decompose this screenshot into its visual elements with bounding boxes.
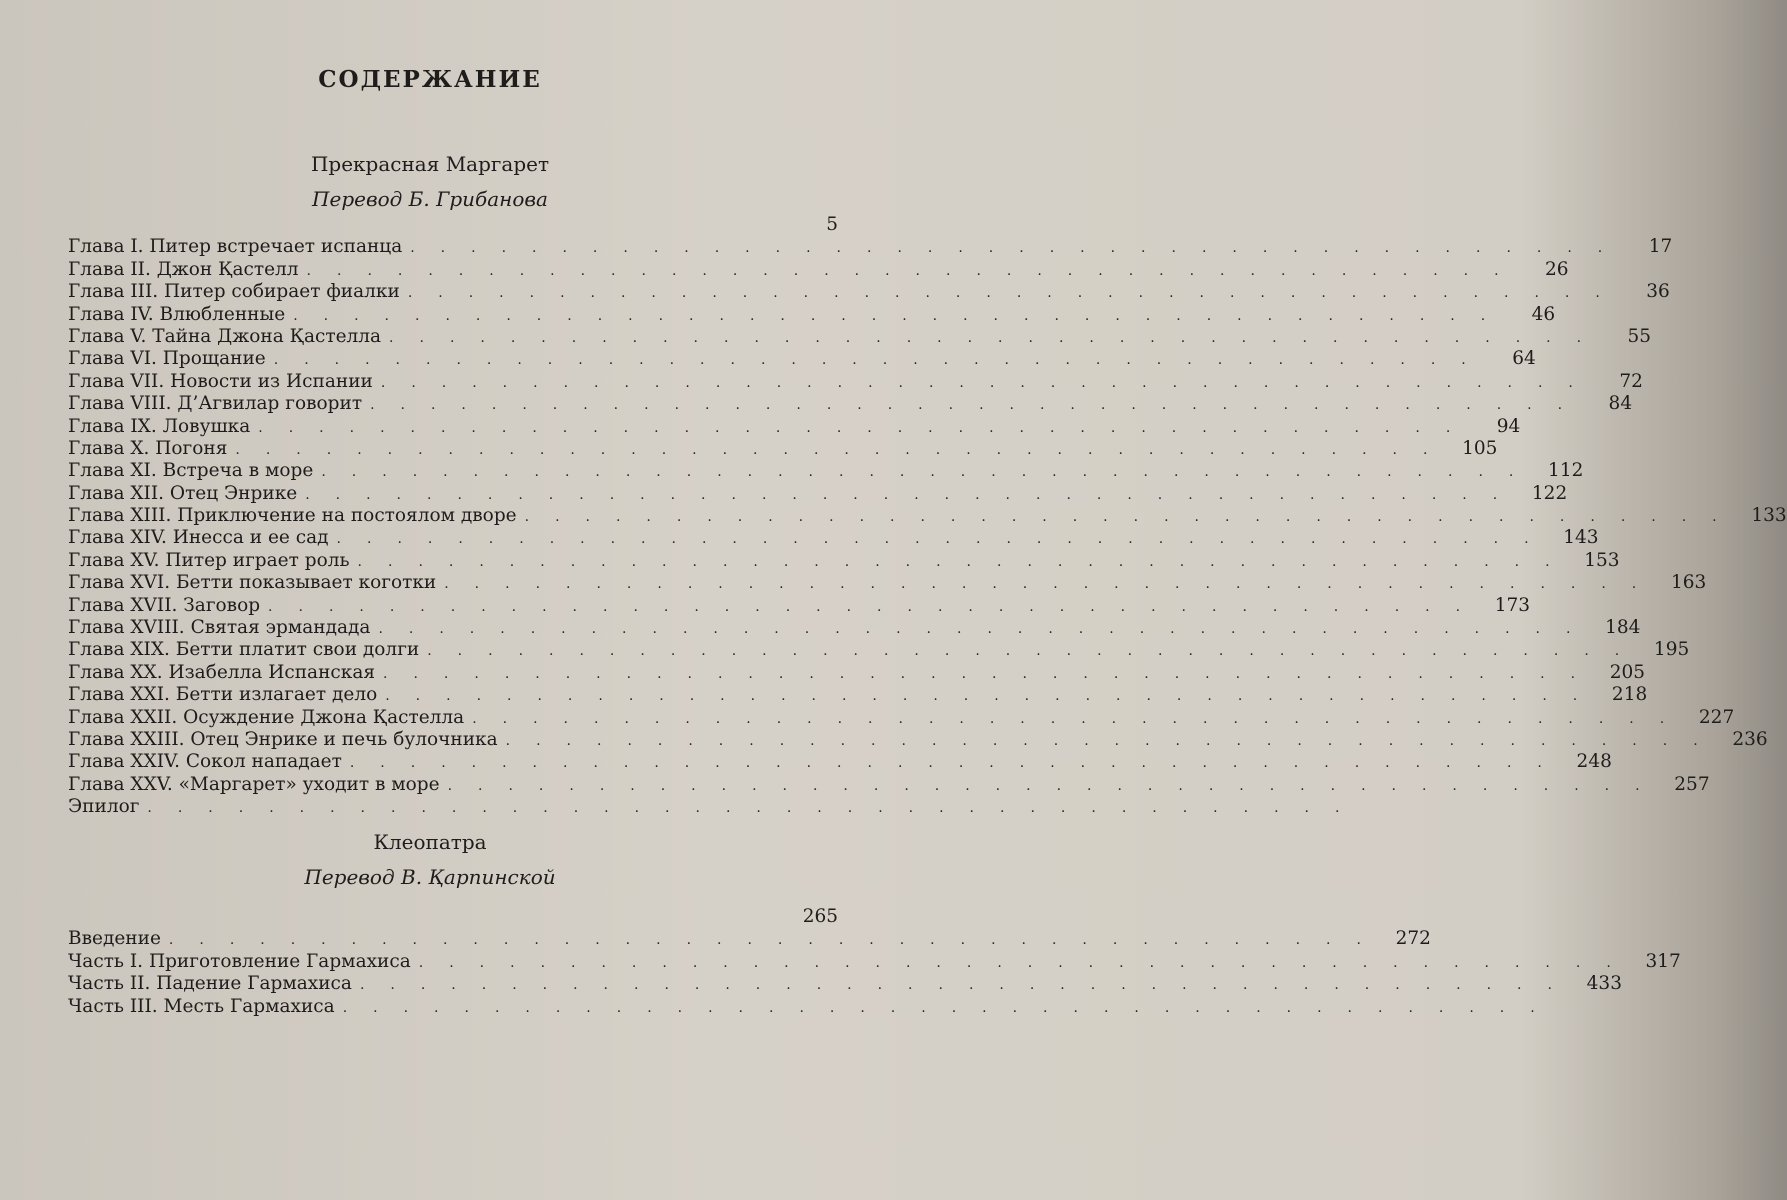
toc-row <box>68 973 1622 995</box>
dot-leader: ........................................ <box>410 240 1629 257</box>
toc-row <box>68 617 1641 639</box>
toc-entry-page-number: 143 <box>1563 527 1599 549</box>
toc-entry-label: Глава XXII. Осуждение Джона Қастелла <box>68 706 465 728</box>
dot-leader: ........................................ <box>168 932 1387 949</box>
toc-entry-label: Глава XX. Изабелла Испанская <box>68 661 376 683</box>
toc-entry-page-number: 64 <box>1512 348 1536 370</box>
toc-row <box>68 572 1707 594</box>
toc-entry-page-number: 236 <box>1732 728 1768 750</box>
toc-row <box>68 393 1633 415</box>
toc-row <box>68 928 1431 950</box>
toc-entry-label: Эпилог <box>68 796 140 818</box>
toc-row <box>68 950 1681 973</box>
toc-entry-page-number: 248 <box>1576 751 1612 773</box>
toc-entry-label: Часть II. Падение Гармахиса <box>68 973 352 995</box>
dot-leader: ........................................ <box>389 329 1608 346</box>
toc-entry-label: Глава XVI. Бетти показывает коготки <box>68 572 437 594</box>
toc-entry-label: Часть I. Приготовление Гармахиса <box>68 950 411 972</box>
dot-leader: ........................................ <box>444 576 1663 593</box>
toc-entry-label: Глава IX. Ловушка <box>68 415 251 437</box>
dot-leader: ........................................ <box>370 397 1589 414</box>
dot-leader: ........................................ <box>147 800 1366 817</box>
toc-entry-label: Глава XVII. Заговор <box>68 594 261 616</box>
dot-leader: ........................................ <box>305 486 1524 503</box>
toc-entry-label: Глава I. Питер встречает испанца <box>68 236 403 258</box>
toc-entry-page-number: 36 <box>1646 281 1670 303</box>
toc-row <box>68 505 1787 527</box>
toc-entry-label: Глава XIX. Бетти платит свои долги <box>68 639 420 661</box>
toc-section-1 <box>68 214 1787 819</box>
dot-leader: ........................................ <box>293 307 1512 324</box>
toc-entry-page-number: 26 <box>1545 258 1569 280</box>
toc-row <box>68 995 1561 1018</box>
toc-row <box>68 906 838 928</box>
toc-entry-label: Глава III. Питер собирает фиалки <box>68 281 400 303</box>
toc-entry-page-number: 272 <box>1395 928 1431 950</box>
toc-entry-label: Глава XII. Отец Энрике <box>68 482 298 504</box>
section-title: Прекрасная Маргарет <box>310 152 550 176</box>
toc-entry-page-number: 122 <box>1531 482 1568 504</box>
dot-leader: ........................................ <box>418 954 1637 971</box>
dot-leader: ........................................ <box>336 531 1555 548</box>
toc-entry-page-number: 317 <box>1645 950 1681 972</box>
toc-entry-page-number: 433 <box>1586 973 1622 995</box>
toc-entry-page-number: 227 <box>1698 706 1735 728</box>
toc-entry-page-number: 72 <box>1619 370 1643 392</box>
toc-row <box>68 639 1690 661</box>
toc-row <box>68 214 838 236</box>
toc-entry-page-number: 173 <box>1494 594 1531 616</box>
dot-leader: ........................................ <box>357 553 1576 570</box>
toc-row <box>68 303 1556 326</box>
toc-entry-label: Глава XIII. Приключение на постоялом дворе <box>68 505 517 527</box>
toc-entry-label: Глава XIV. Инесса и ее сад <box>68 527 329 549</box>
toc-entry-label: Глава V. Тайна Джона Қастелла <box>68 325 382 347</box>
toc-entry-page-number: 17 <box>1648 236 1673 258</box>
dot-leader: ........................................ <box>342 999 1561 1016</box>
toc-entry-label: Глава VIII. Д’Агвилар говорит <box>68 393 363 415</box>
toc-row <box>68 706 1735 729</box>
toc-row <box>68 684 1648 706</box>
toc-row <box>68 325 1652 348</box>
toc-row <box>68 594 1531 617</box>
toc-entry-label: Глава II. Джон Қастелл <box>68 258 299 280</box>
toc-entry-page-number: 163 <box>1670 572 1707 594</box>
toc-entry-page-number: 105 <box>1462 437 1498 459</box>
dot-leader: ........................................ <box>385 688 1604 705</box>
toc-row <box>68 751 1612 773</box>
toc-entry-page-number: 184 <box>1605 617 1641 639</box>
toc-row <box>68 348 1536 370</box>
toc-entry-page-number: 153 <box>1584 549 1620 571</box>
toc-row <box>68 281 1670 303</box>
dot-leader: ........................................ <box>447 777 1666 794</box>
toc-row <box>68 437 1498 460</box>
section-translator: Перевод В. Қарпинской <box>304 865 556 889</box>
toc-section-2 <box>68 906 1681 1018</box>
toc-row <box>68 773 1710 796</box>
dot-leader: ........................................ <box>268 598 1487 615</box>
toc-entry-label: Глава VI. Прощание <box>68 348 266 370</box>
toc-row <box>68 460 1584 482</box>
dot-leader: ........................................ <box>306 262 1525 279</box>
toc-entry-label: Глава XXV. «Маргарет» уходит в море <box>68 773 440 795</box>
toc-row <box>68 527 1599 549</box>
dot-leader: ........................................ <box>273 352 1492 369</box>
toc-entry-page-number: 84 <box>1608 393 1633 415</box>
section-translator: Перевод Б. Грибанова <box>312 187 548 211</box>
toc-entry-label: Введение <box>68 928 161 950</box>
toc-entry-page-number: 94 <box>1496 415 1521 437</box>
dot-leader: ........................................ <box>321 464 1540 481</box>
dot-leader: ........................................ <box>383 665 1602 682</box>
dot-leader: ........................................ <box>524 509 1743 526</box>
toc-entry-page-number: 133 <box>1751 505 1787 527</box>
toc-row <box>68 549 1620 572</box>
toc-entry-page-number: 55 <box>1627 325 1652 347</box>
toc-entry-label: Глава XVIII. Святая эрмандада <box>68 617 371 639</box>
toc-entry-label: Глава VII. Новости из Испании <box>68 370 373 392</box>
dot-leader: ........................................ <box>472 710 1691 727</box>
toc-entry-label: Глава X. Погоня <box>68 437 228 459</box>
toc-entry-page-number: 195 <box>1653 639 1690 661</box>
dot-leader: ........................................ <box>380 374 1599 391</box>
toc-entry-page-number: 46 <box>1531 303 1556 325</box>
dot-leader: ........................................ <box>505 732 1724 749</box>
dot-leader: ........................................ <box>427 643 1646 660</box>
toc-entry-page-number: 112 <box>1548 460 1584 482</box>
toc-entry-page-number: 205 <box>1609 661 1646 683</box>
page-title: СОДЕРЖАНИЕ <box>318 66 542 93</box>
toc-entry-label: Глава XXIII. Отец Энрике и печь булочника <box>68 728 498 750</box>
dot-leader: ........................................ <box>349 755 1568 772</box>
toc-row <box>68 728 1768 751</box>
toc-row <box>68 482 1568 505</box>
toc-entry-page-number: 218 <box>1611 684 1648 706</box>
toc-row <box>68 661 1646 684</box>
toc-entry-label: Глава XV. Питер играет роль <box>68 549 350 571</box>
toc-row <box>68 258 1569 281</box>
toc-row <box>68 236 1673 258</box>
dot-leader: ........................................ <box>235 441 1454 458</box>
toc-row <box>68 415 1521 438</box>
start-page-number: 265 <box>802 906 838 927</box>
dot-leader: ........................................ <box>407 285 1626 302</box>
section-title: Клеопатра <box>373 830 487 854</box>
start-page-number: 5 <box>826 214 838 235</box>
toc-entry-label: Часть III. Месть Гармахиса <box>68 995 335 1017</box>
toc-entry-label: Глава IV. Влюбленные <box>68 303 286 325</box>
dot-leader: ........................................ <box>378 621 1597 638</box>
dot-leader: ........................................ <box>258 419 1477 436</box>
toc-entry-label: Глава XI. Встреча в море <box>68 460 314 482</box>
toc-row <box>68 370 1643 393</box>
toc-row <box>68 796 1366 818</box>
toc-entry-page-number: 257 <box>1674 773 1710 795</box>
dot-leader: ........................................ <box>359 977 1578 994</box>
toc-entry-label: Глава XXI. Бетти излагает дело <box>68 684 378 706</box>
toc-entry-label: Глава XXIV. Сокол нападает <box>68 751 342 773</box>
